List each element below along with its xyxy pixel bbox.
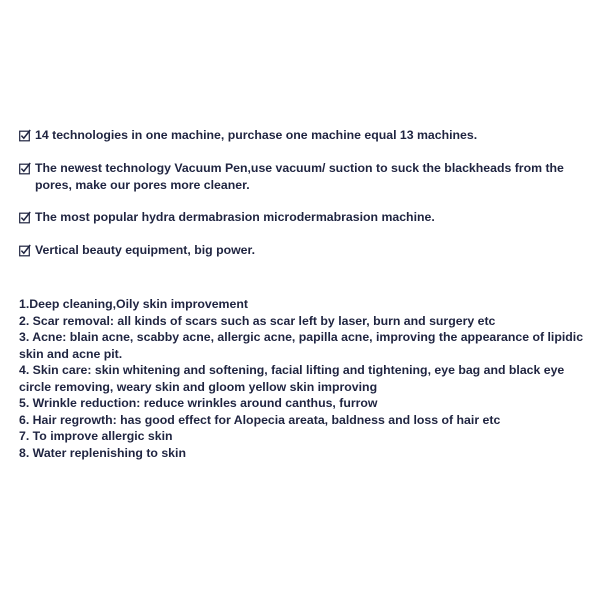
benefit-list xyxy=(19,296,589,461)
benefit-item: 8. Water replenishing to skin xyxy=(19,445,186,460)
checkbox-icon xyxy=(19,162,31,175)
feature-item xyxy=(19,160,589,194)
checkbox-icon xyxy=(19,129,31,142)
feature-item xyxy=(19,209,589,226)
benefit-item: 5. Wrinkle reduction: reduce wrinkles around canthus, furrow xyxy=(19,396,378,410)
feature-item xyxy=(19,127,589,144)
benefit-item: 3. Acne: blain acne, scabby acne, allergic acne, papilla acne, improving the appearance of lipidic skin and acne pit. xyxy=(19,330,584,361)
feature-text: The most popular hydra dermabrasion microdermabrasion machine. xyxy=(35,210,435,224)
feature-list xyxy=(19,127,589,275)
checkbox-icon xyxy=(19,244,31,257)
feature-text: Vertical beauty equipment, big power. xyxy=(35,243,256,257)
feature-item xyxy=(19,242,589,259)
benefit-item: 4. Skin care: skin whitening and softening, facial lifting and tightening, eye bag and black eye circle removing, weary skin and gloom yellow skin improving xyxy=(19,363,565,394)
benefit-item: 7. To improve allergic skin xyxy=(19,429,173,443)
benefit-item: 1.Deep cleaning,Oily skin improvement xyxy=(19,297,248,311)
feature-text: 14 technologies in one machine, purchase one machine equal 13 machines. xyxy=(35,128,478,142)
feature-text: The newest technology Vacuum Pen,use vacuum/ suction to suck the blackheads from the pores, make our pores more cleaner. xyxy=(35,161,564,192)
benefit-item: 6. Hair regrowth: has good effect for Alopecia areata, baldness and loss of hair etc xyxy=(19,412,501,427)
checkbox-icon xyxy=(19,211,31,224)
benefit-item: 2. Scar removal: all kinds of scars such as scar left by laser, burn and surgery etc xyxy=(19,313,496,328)
